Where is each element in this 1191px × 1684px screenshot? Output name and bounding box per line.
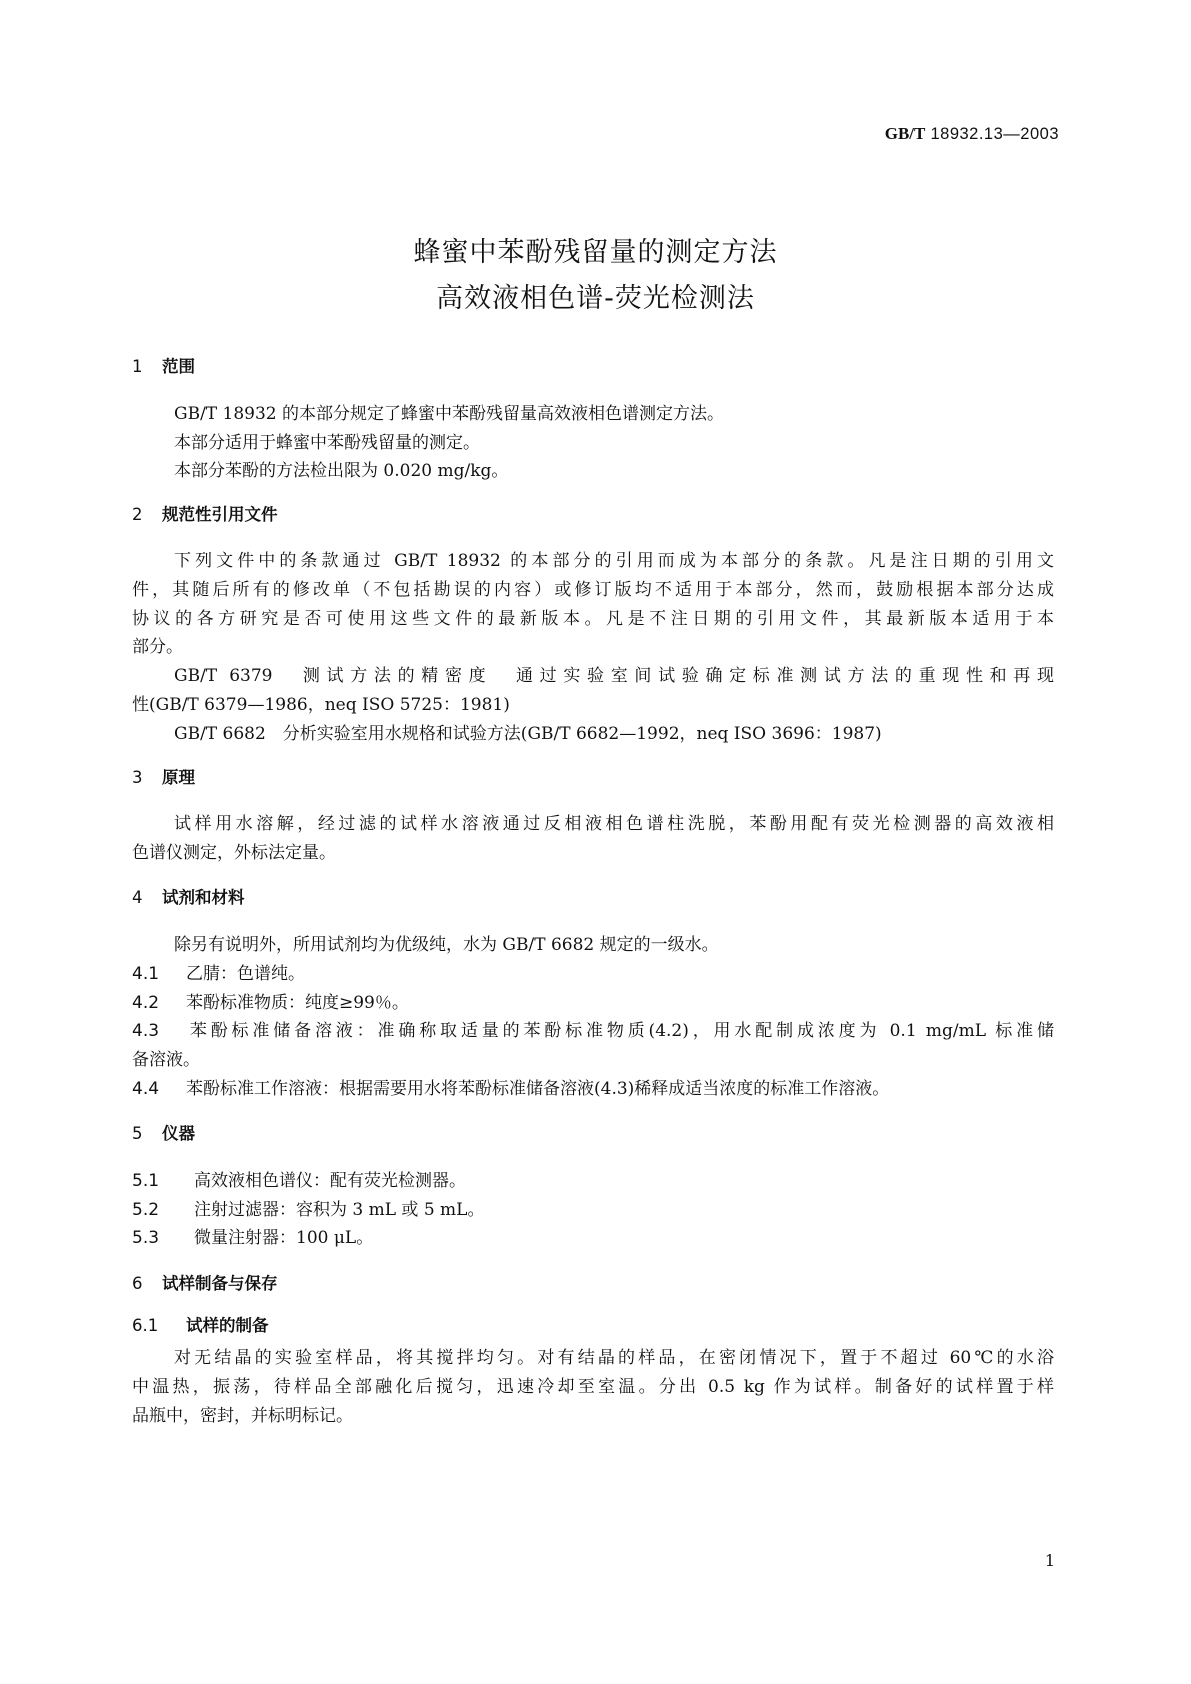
document-title-line2: 高效液相色谱-荧光检测法 xyxy=(436,283,755,314)
section-4-intro: 除另有说明外，所用试剂均为优级纯，水为 GB/T 6682 规定的一级水。 xyxy=(174,935,719,955)
section-1-para-1: GB/T 18932 的本部分规定了蜂蜜中苯酚残留量高效液相色谱测定方法。 xyxy=(174,404,725,424)
section-title: 范围 xyxy=(162,357,195,376)
section-number: 2 xyxy=(132,505,143,524)
item-4-3-line-1 xyxy=(132,1016,1054,1041)
section-1-para-3: 本部分苯酚的方法检出限为 0.020 mg/kg。 xyxy=(174,461,509,481)
item-text: 高效液相色谱仪：配有荧光检测器。 xyxy=(194,1171,466,1191)
section-6-line-1: 对无结晶的实验室样品，将其搅拌均匀。对有结晶的样品，在密闭情况下，置于不超过 60℃的水浴 xyxy=(174,1348,1054,1368)
subsection-6-1-heading xyxy=(132,1312,269,1336)
item-number: 4.2 xyxy=(132,993,160,1013)
reference-2: GB/T 6682 分析实验室用水规格和试验方法(GB/T 6682—1992，neq ISO 3696：1987) xyxy=(174,724,882,744)
item-number: 5.3 xyxy=(132,1228,160,1248)
reference-1-line-1: GB/T 6379 测试方法的精密度 通过实验室间试验确定标准测试方法的重现性和再现 xyxy=(174,666,1054,686)
item-4-2 xyxy=(132,988,409,1013)
item-text: 注射过滤器：容积为 3 mL 或 5 mL。 xyxy=(194,1200,485,1220)
section-2-line-3: 协议的各方研究是否可使用这些文件的最新版本。凡是不注日期的引用文件，其最新版本适用于本 xyxy=(132,609,1054,629)
item-5-3 xyxy=(132,1223,373,1248)
section-2-line-1: 下列文件中的条款通过 GB/T 18932 的本部分的引用而成为本部分的条款。凡是注日期的引用文 xyxy=(174,551,1054,571)
item-number: 5.2 xyxy=(132,1200,160,1220)
section-4-heading xyxy=(132,884,245,908)
item-4-1 xyxy=(132,959,305,984)
item-number: 5.1 xyxy=(132,1171,160,1191)
section-number: 5 xyxy=(132,1124,143,1143)
section-2-line-2: 件，其随后所有的修改单（不包括勘误的内容）或修订版均不适用于本部分，然而，鼓励根据本部分达成 xyxy=(132,580,1054,600)
item-5-2 xyxy=(132,1195,484,1220)
item-text: 苯酚标准工作溶液：根据需要用水将苯酚标准储备溶液(4.3)稀释成适当浓度的标准工作溶液。 xyxy=(186,1079,890,1099)
section-title: 原理 xyxy=(162,768,195,787)
item-text: 苯酚标准物质：纯度≥99％。 xyxy=(186,993,409,1013)
subsection-number: 6.1 xyxy=(132,1316,159,1335)
section-title: 规范性引用文件 xyxy=(162,505,278,524)
section-3-line-2: 色谱仪测定，外标法定量。 xyxy=(132,843,336,863)
section-number: 3 xyxy=(132,768,143,787)
reference-1-line-2: 性(GB/T 6379—1986，neq ISO 5725：1981) xyxy=(132,695,510,715)
item-4-3-line-2: 备溶液。 xyxy=(132,1050,200,1070)
section-1-para-2: 本部分适用于蜂蜜中苯酚残留量的测定。 xyxy=(174,433,480,453)
section-number: 4 xyxy=(132,888,143,907)
section-6-line-2: 中温热，振荡，待样品全部融化后搅匀，迅速冷却至室温。分出 0.5 kg 作为试样。制备好的试样置于样 xyxy=(132,1377,1054,1397)
section-3-line-1: 试样用水溶解，经过滤的试样水溶液通过反相液相色谱柱洗脱，苯酚用配有荧光检测器的高效液相 xyxy=(174,814,1054,834)
item-text: 微量注射器：100 μL。 xyxy=(194,1228,374,1248)
document-title-line1: 蜂蜜中苯酚残留量的测定方法 xyxy=(413,237,778,268)
section-3-heading xyxy=(132,764,195,788)
item-5-1 xyxy=(132,1166,466,1191)
standard-code xyxy=(885,124,1059,144)
item-text: 苯酚标准储备溶液：准确称取适量的苯酚标准物质(4.2)，用水配制成浓度为 0.1 mg/mL 标准储 xyxy=(186,1021,1054,1041)
standard-code-prefix: GB/T xyxy=(884,124,926,143)
item-number: 4.4 xyxy=(132,1079,160,1099)
section-2-line-4: 部分。 xyxy=(132,637,183,657)
section-5-heading xyxy=(132,1120,195,1144)
section-2-heading xyxy=(132,501,278,525)
standard-code-number: 18932.13—2003 xyxy=(930,125,1059,143)
item-text: 乙腈：色谱纯。 xyxy=(186,964,305,984)
section-6-heading xyxy=(132,1270,278,1294)
section-title: 仪器 xyxy=(162,1124,195,1143)
section-title: 试样制备与保存 xyxy=(162,1274,278,1293)
subsection-title: 试样的制备 xyxy=(186,1316,269,1335)
item-number: 4.1 xyxy=(132,964,160,984)
section-6-line-3: 品瓶中，密封，并标明标记。 xyxy=(132,1406,353,1426)
section-title: 试剂和材料 xyxy=(162,888,245,907)
page-number: 1 xyxy=(1044,1551,1055,1570)
item-number: 4.3 xyxy=(132,1021,160,1041)
section-1-heading xyxy=(132,353,195,377)
item-4-4 xyxy=(132,1074,889,1099)
section-number: 1 xyxy=(132,357,143,376)
section-number: 6 xyxy=(132,1274,143,1293)
